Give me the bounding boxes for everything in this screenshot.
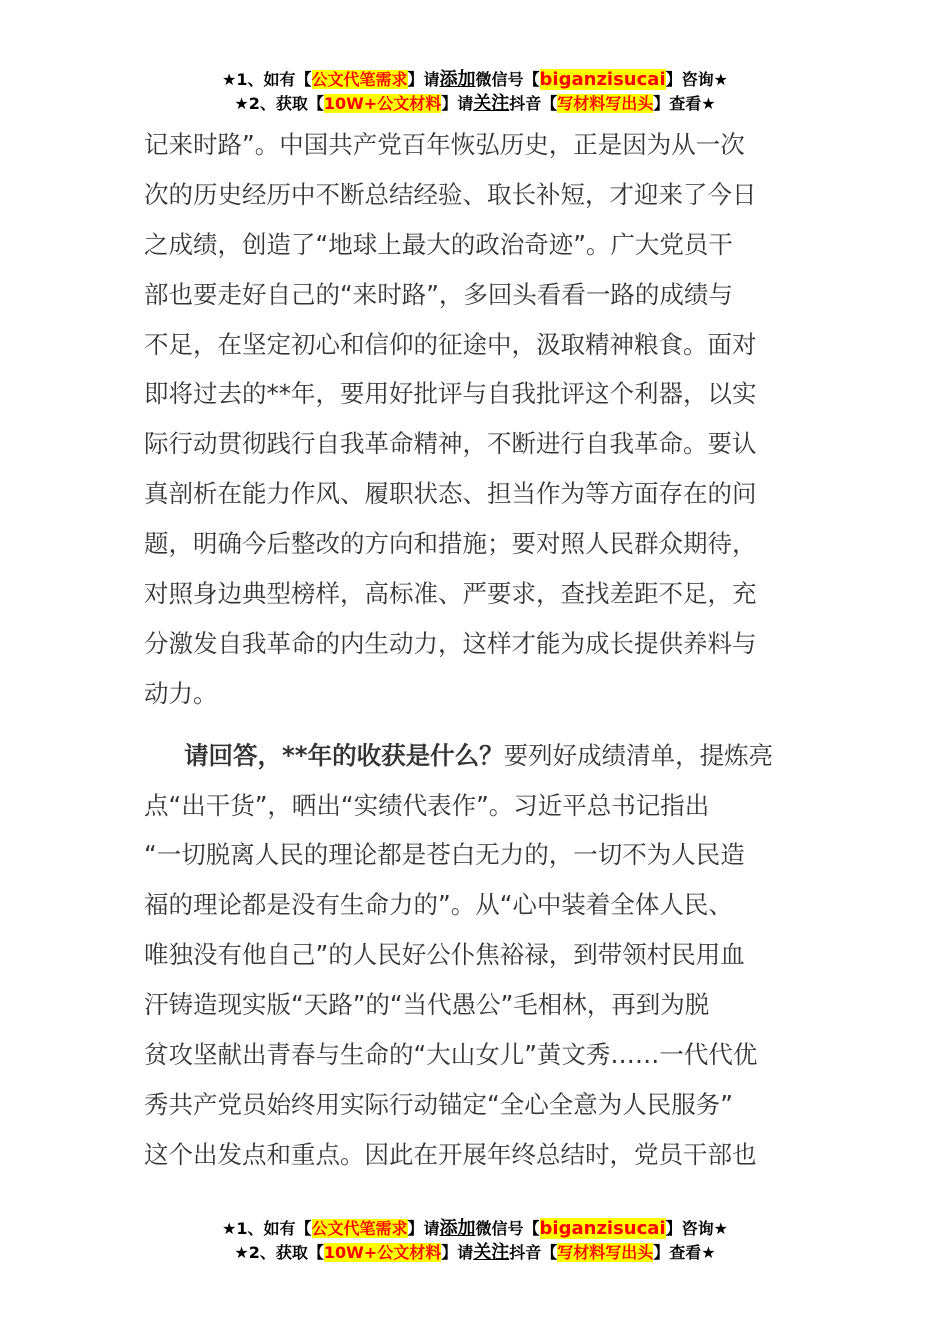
promo-line-2-prefix: ★2、获取【 <box>234 94 324 113</box>
promo-line-1-highlight-1: 公文代笔需求 <box>311 70 408 89</box>
lead-rest: 要列好成绩清单，提炼亮 <box>503 740 774 770</box>
promo-line-2 <box>0 92 950 116</box>
promo-line-2-highlight-1: 10W+公文材料 <box>323 94 442 113</box>
text-line: 唯独没有他自己”的人民好公仆焦裕禄，到带领村民用血 <box>144 940 745 970</box>
footer-promo <box>0 1217 950 1265</box>
promo-line-2-mid-1: 】请 <box>441 1243 474 1262</box>
promo-line-2-mid-1: 】请 <box>441 94 474 113</box>
promo-line-2-mid-2: 抖音【 <box>509 94 558 113</box>
promo-line-1-mid-1: 】请 <box>407 1219 440 1238</box>
promo-line-2-mid-2: 抖音【 <box>509 1243 558 1262</box>
text-line: 秀共产党员始终用实际行动锚定“全心全意为人民服务” <box>144 1089 733 1119</box>
text-line: 际行动贯彻践行自我革命精神，不断进行自我革命。要认 <box>144 429 757 459</box>
paragraph-1 <box>144 120 809 719</box>
promo-line-1-mid-2: 微信号【 <box>475 1219 540 1238</box>
promo-line-2-suffix: 】查看★ <box>653 94 716 113</box>
promo-line-1-mid-1: 】请 <box>407 70 440 89</box>
text-line: 题，明确今后整改的方向和措施；要对照人民群众期待， <box>144 529 757 559</box>
text-line: 福的理论都是没有生命力的”。从“心中装着全体人民、 <box>144 890 733 920</box>
text-line: “一切脱离人民的理论都是苍白无力的，一切不为人民造 <box>144 840 745 870</box>
promo-line-2-suffix: 】查看★ <box>653 1243 716 1262</box>
promo-line-1-mid-2: 微信号【 <box>475 70 540 89</box>
promo-line-1-underline: 添加 <box>439 1218 476 1239</box>
promo-line-1-suffix: 】咨询★ <box>665 1219 728 1238</box>
text-line: 这个出发点和重点。因此在开展年终总结时，党员干部也 <box>144 1139 757 1169</box>
text-line: 次的历史经历中不断总结经验、取长补短，才迎来了今日 <box>144 179 757 209</box>
promo-line-2-underline: 关注 <box>473 1242 510 1263</box>
text-line: 贫攻坚献出青春与生命的“大山女儿”黄文秀……一代代优 <box>144 1040 758 1070</box>
text-line: 汗铸造现实版“天路”的“当代愚公”毛相林，再到为脱 <box>144 990 710 1020</box>
paragraph-2 <box>144 731 809 1180</box>
text-line: 真剖析在能力作风、履职状态、担当作为等方面存在的问 <box>144 479 757 509</box>
text-line: 即将过去的**年，要用好批评与自我批评这个利器，以实 <box>144 379 757 409</box>
text-line: 分激发自我革命的内生动力，这样才能为成长提供养料与 <box>144 628 757 658</box>
promo-line-1-highlight-2: biganzisucai <box>539 1218 666 1239</box>
promo-line-1-underline: 添加 <box>439 69 476 90</box>
promo-line-2-highlight-2: 写材料写出头 <box>557 1243 654 1262</box>
promo-line-1-prefix: ★1、如有【 <box>222 70 312 89</box>
promo-line-1 <box>0 1217 950 1241</box>
promo-line-1-highlight-1: 公文代笔需求 <box>311 1219 408 1238</box>
text-line: 之成绩，创造了“地球上最大的政治奇迹”。广大党员干 <box>144 229 733 259</box>
paragraph-spacer <box>144 719 809 731</box>
question-heading: 请回答，**年的收获是什么？ <box>184 740 504 770</box>
promo-line-2-underline: 关注 <box>473 93 510 114</box>
promo-line-1-suffix: 】咨询★ <box>665 70 728 89</box>
header-promo <box>0 68 950 116</box>
text-line: 部也要走好自己的“来时路”，多回头看看一路的成绩与 <box>144 279 733 309</box>
promo-line-2-prefix: ★2、获取【 <box>234 1243 324 1262</box>
promo-line-1-highlight-2: biganzisucai <box>539 69 666 90</box>
text-line: 对照身边典型榜样，高标准、严要求，查找差距不足，充 <box>144 579 757 609</box>
text-line: 不足，在坚定初心和信仰的征途中，汲取精神粮食。面对 <box>144 329 757 359</box>
text-line: 点“出干货”，晒出“实绩代表作”。习近平总书记指出 <box>144 790 710 820</box>
text-line: 记来时路”。中国共产党百年恢弘历史，正是因为从一次 <box>144 130 745 159</box>
text-line: 动力。 <box>144 678 218 708</box>
promo-line-1 <box>0 68 950 92</box>
promo-line-2 <box>0 1241 950 1265</box>
promo-line-2-highlight-1: 10W+公文材料 <box>323 1243 442 1262</box>
promo-line-2-highlight-2: 写材料写出头 <box>557 94 654 113</box>
promo-line-1-prefix: ★1、如有【 <box>222 1219 312 1238</box>
document-body <box>144 120 809 1180</box>
text-line-lead <box>144 731 809 781</box>
